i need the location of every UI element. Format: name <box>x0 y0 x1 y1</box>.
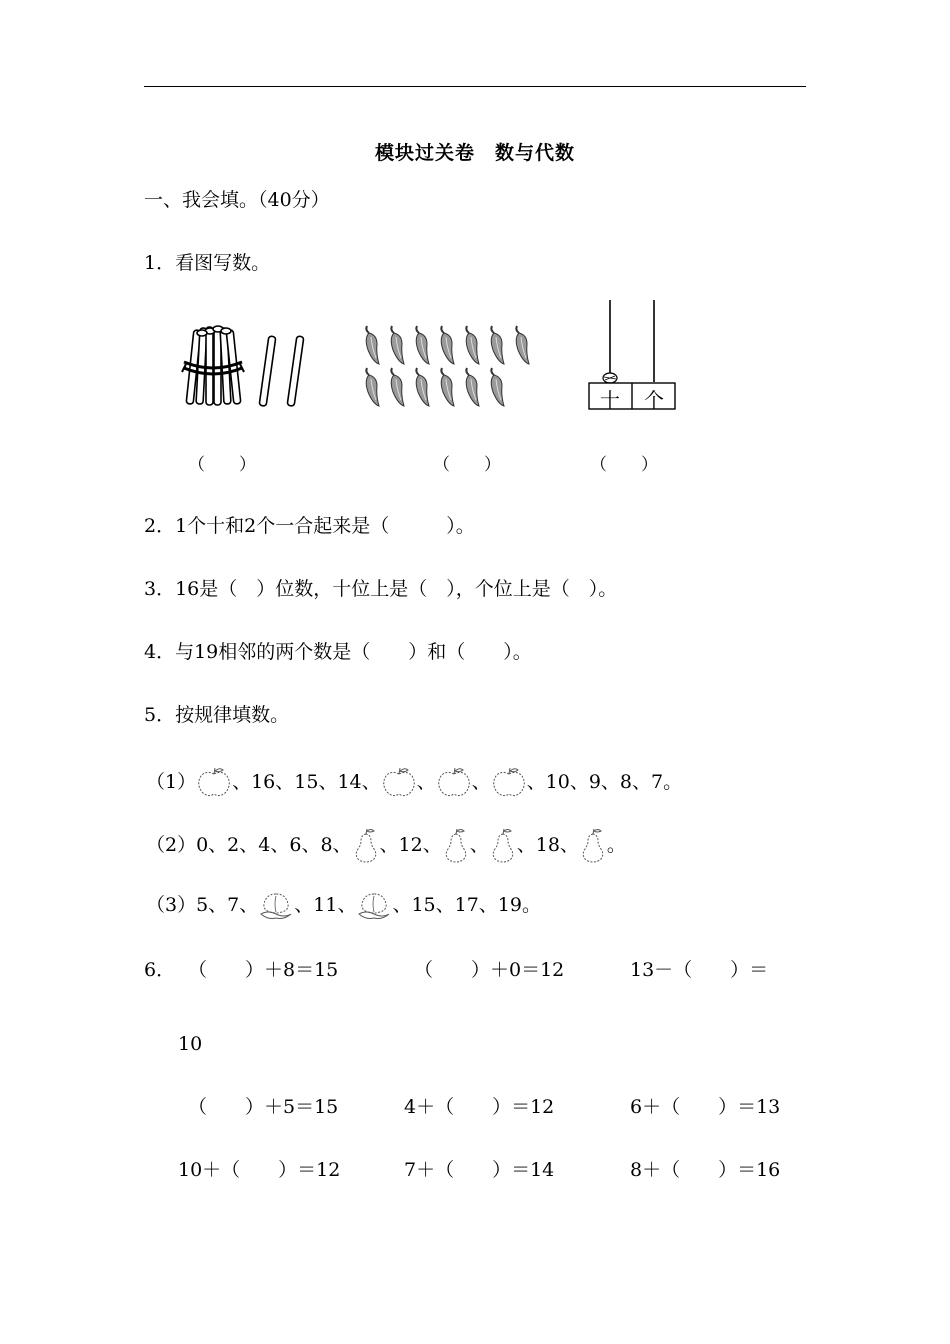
equation: 10＋（ ）＝12 <box>178 1159 341 1181</box>
question-4: 4．与19相邻的两个数是（ ）和（ ）。 <box>144 641 532 663</box>
pear-icon <box>352 828 380 864</box>
header-rule <box>144 86 806 87</box>
pepper-icon <box>358 322 543 414</box>
pattern-2-seg-a: 、12、 <box>379 834 442 856</box>
pattern-3-prefix: （3）5、7、 <box>146 894 259 916</box>
pattern-3-seg-a: 、11、 <box>294 894 357 916</box>
pear-icon <box>442 828 470 864</box>
equation: 7＋（ ）＝14 <box>404 1159 555 1181</box>
abacus-tens-label: 十 <box>600 388 620 412</box>
apple-icon <box>196 766 232 800</box>
pattern-2-prefix: （2）0、2、4、6、8、 <box>146 834 352 856</box>
pattern-3-seg-b: 、15、17、19。 <box>392 894 541 916</box>
pattern-2-seg-b: 、 <box>469 834 489 856</box>
pattern-2 <box>146 828 626 864</box>
equation: （ ）＋8＝15 <box>188 959 339 981</box>
page-title: 模块过关卷 数与代数 <box>374 142 575 164</box>
question-6-number: 6． <box>144 959 176 981</box>
question-1: 1．看图写数。 <box>144 252 271 274</box>
peach-icon <box>356 890 392 922</box>
question-3: 3．16是（ ）位数，十位上是（ ），个位上是（ ）。 <box>144 578 618 600</box>
equation-continuation: 10 <box>178 1033 203 1055</box>
equation: 4＋（ ）＝12 <box>404 1096 555 1118</box>
equation: 13－（ ）＝ <box>630 959 769 981</box>
equation: （ ）＋0＝12 <box>414 959 565 981</box>
pattern-1-seg-a: 、16、15、14、 <box>232 771 381 793</box>
apple-icon <box>491 766 527 800</box>
pear-icon <box>489 828 517 864</box>
equation: 6＋（ ）＝13 <box>630 1096 781 1118</box>
pattern-2-seg-d: 。 <box>606 834 626 856</box>
pattern-1-seg-d: 、10、9、8、7。 <box>526 771 683 793</box>
question-5: 5．按规律填数。 <box>144 704 290 726</box>
pattern-1-seg-c: 、 <box>471 771 491 793</box>
abacus-icon <box>588 300 676 412</box>
question-2: 2．1个十和2个一合起来是（ ）。 <box>144 515 475 537</box>
answer-blank-1[interactable]: （ ） <box>188 455 256 475</box>
pattern-1-prefix: （1） <box>146 771 197 793</box>
pattern-1 <box>146 766 682 800</box>
answer-blank-3[interactable]: （ ） <box>590 455 658 475</box>
apple-icon <box>381 766 417 800</box>
abacus-ones-label: 个 <box>644 388 664 412</box>
pattern-3 <box>146 890 541 922</box>
section-heading: 一、我会填。（40分） <box>144 189 330 211</box>
apple-icon <box>436 766 472 800</box>
equation: （ ）＋5＝15 <box>188 1096 339 1118</box>
equation: 8＋（ ）＝16 <box>630 1159 781 1181</box>
stick-bundle-icon <box>180 322 320 410</box>
pattern-1-seg-b: 、 <box>416 771 436 793</box>
answer-blank-2[interactable]: （ ） <box>433 455 501 475</box>
pear-icon <box>579 828 607 864</box>
pattern-2-seg-c: 、18、 <box>516 834 579 856</box>
peach-icon <box>258 890 294 922</box>
